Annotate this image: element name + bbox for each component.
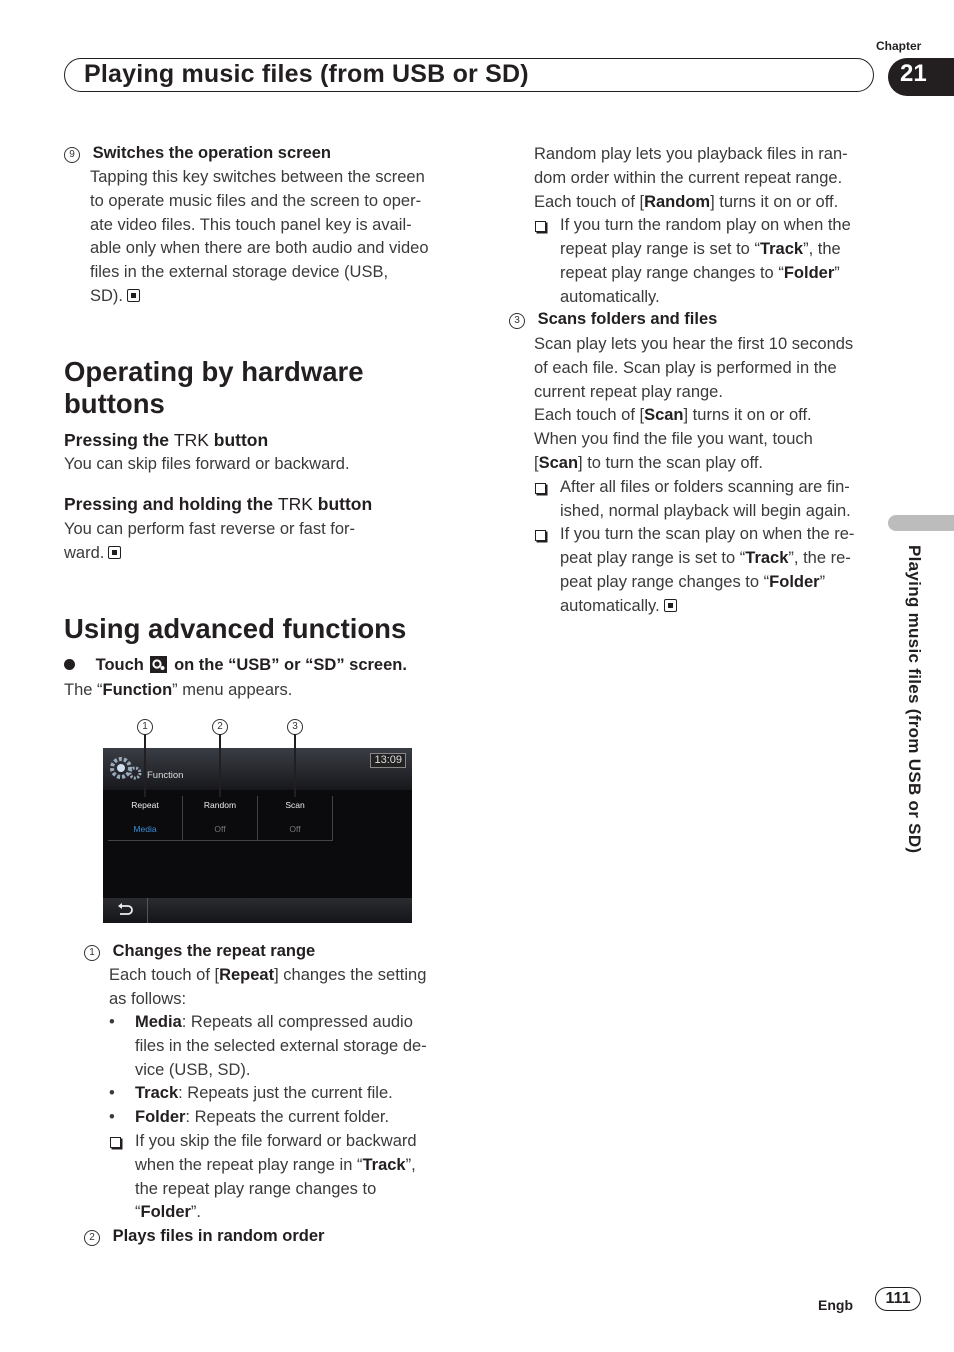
sub-heading-trk-hold: Pressing and holding the TRK button — [64, 494, 373, 514]
note-checkbox-icon — [110, 1137, 121, 1148]
step-touch: Touch on the “USB” or “SD” screen. — [64, 656, 407, 675]
random-label: Random — [203, 800, 237, 810]
item3-heading — [509, 310, 717, 329]
side-tab-label: Playing music files (from USB or SD) — [905, 545, 924, 854]
language-label: Engb — [818, 1297, 853, 1313]
page-title: Playing music files (from USB or SD) — [84, 60, 529, 88]
section-heading-hardware: Operating by hardware buttons — [64, 356, 364, 419]
step-bullet-icon — [64, 659, 75, 670]
scan-label: Scan — [285, 800, 305, 810]
back-button[interactable] — [103, 898, 148, 923]
function-menu-screenshot — [103, 748, 412, 923]
page-number: 111 — [875, 1287, 921, 1311]
item2-heading — [84, 1227, 324, 1246]
list-item: • Track: Repeats just the current file. — [109, 1082, 469, 1106]
chapter-label: Chapter — [876, 39, 922, 53]
bullet-icon: • — [109, 1013, 115, 1031]
bullet-icon: • — [109, 1084, 115, 1103]
item9-line: files in the external storage device (USB, — [90, 263, 389, 282]
sub2-text: You can perform fast reverse or fast for- ward. — [64, 520, 356, 562]
side-tab — [888, 515, 954, 531]
section-heading-advanced: Using advanced functions — [64, 613, 407, 644]
item3-title: Scans folders and files — [537, 310, 718, 328]
note-checkbox-icon — [535, 221, 546, 232]
end-mark-icon — [664, 599, 677, 612]
item9-line: able only when there are both audio and video — [90, 239, 429, 258]
screenshot-titlebar — [103, 748, 412, 790]
note-checkbox-icon — [535, 530, 546, 541]
end-mark-icon — [108, 546, 121, 559]
item9-line: Tapping this key switches between the screen — [90, 168, 425, 186]
back-arrow-icon — [117, 903, 133, 917]
item2-number: 2 — [84, 1230, 100, 1246]
item3-number: 3 — [509, 313, 525, 329]
screenshot-bottom-bar — [103, 898, 412, 923]
bullet-icon: • — [109, 1108, 115, 1127]
scan-button[interactable] — [258, 796, 333, 841]
repeat-options-list — [109, 1011, 469, 1225]
item1-number: 1 — [84, 945, 100, 961]
item3-body: Scan play lets you hear the first 10 seconds of each file. Scan play is performed in the current repeat play range. Each touch of [Scan] turns it on or off. When you find the file you want, touch [Scan] to turn the scan play off. After all files or folders scanning are fin- ished, normal playback will begin again. If you turn the scan play on when the re- peat play range is set to “Track”, the re- peat play range changes to “Folder” automatically. — [534, 333, 884, 619]
list-item: • Media: Repeats all compressed audio files in the selected external storage de- vice (USB, SD). — [109, 1013, 427, 1079]
clock: 13:09 — [370, 753, 406, 768]
function-settings-icon — [150, 656, 167, 673]
item1-heading — [84, 942, 315, 961]
item9-heading — [64, 144, 331, 163]
random-description: Random play lets you playback files in ran- dom order within the current repeat range. Each touch of [Random] turns it on or off. If you turn the random play on when the repeat play range is set to “Track”, the repeat play range changes to “Folder” automatically. — [534, 143, 884, 310]
item1-title: Changes the repeat range — [112, 942, 316, 960]
repeat-label: Repeat — [131, 800, 159, 810]
chapter-number: 21 — [888, 58, 954, 96]
item9-number: 9 — [64, 147, 80, 163]
list-item: • Folder: Repeats the current folder. — [109, 1106, 469, 1130]
note-item: If you skip the file forward or backward when the repeat play range in “Track”, the repeat play range changes to “Folder”. — [109, 1130, 469, 1225]
callout-2: 2 — [212, 717, 228, 735]
callout-line-1 — [144, 734, 146, 797]
item9-line: SD). — [90, 285, 429, 309]
random-button[interactable] — [183, 796, 258, 841]
item9-line: ate video files. This touch panel key is avail- — [90, 215, 412, 234]
trk-key: TRK — [173, 430, 209, 450]
item1-body: Each touch of [Repeat] changes the setting as follows: — [109, 966, 427, 1008]
sub1-text: You can skip files forward or backward. — [64, 455, 350, 473]
note-item: If you turn the scan play on when the re- peat play range is set to “Track”, the re- peat play range changes to “Folder” automatically. — [534, 523, 884, 618]
note-item: If you turn the random play on when the repeat play range is set to “Track”, the repeat play range changes to “Folder” automatically. — [534, 214, 884, 309]
trk-key: TRK — [277, 494, 313, 514]
repeat-button[interactable] — [108, 796, 183, 841]
item2-title: Plays files in random order — [112, 1227, 325, 1245]
item9-line: to operate music files and the screen to oper- — [90, 191, 422, 210]
random-value: Off — [214, 824, 226, 834]
note-checkbox-icon — [535, 483, 546, 494]
item9-title: Switches the operation screen — [92, 144, 331, 162]
repeat-value: Media — [133, 824, 157, 834]
step-result: The “Function” menu appears. — [64, 681, 293, 699]
item9-body — [90, 166, 429, 309]
callout-line-3 — [294, 734, 296, 797]
screenshot-title: Function — [147, 770, 184, 781]
callout-1: 1 — [137, 717, 153, 735]
gear-icon — [107, 754, 143, 782]
note-item: After all files or folders scanning are fin- ished, normal playback will begin again. — [534, 476, 884, 524]
end-mark-icon — [127, 289, 140, 302]
scan-value: Off — [289, 824, 301, 834]
callout-3: 3 — [287, 717, 303, 735]
sub-heading-trk: Pressing the TRK button — [64, 430, 269, 450]
callout-line-2 — [219, 734, 221, 797]
